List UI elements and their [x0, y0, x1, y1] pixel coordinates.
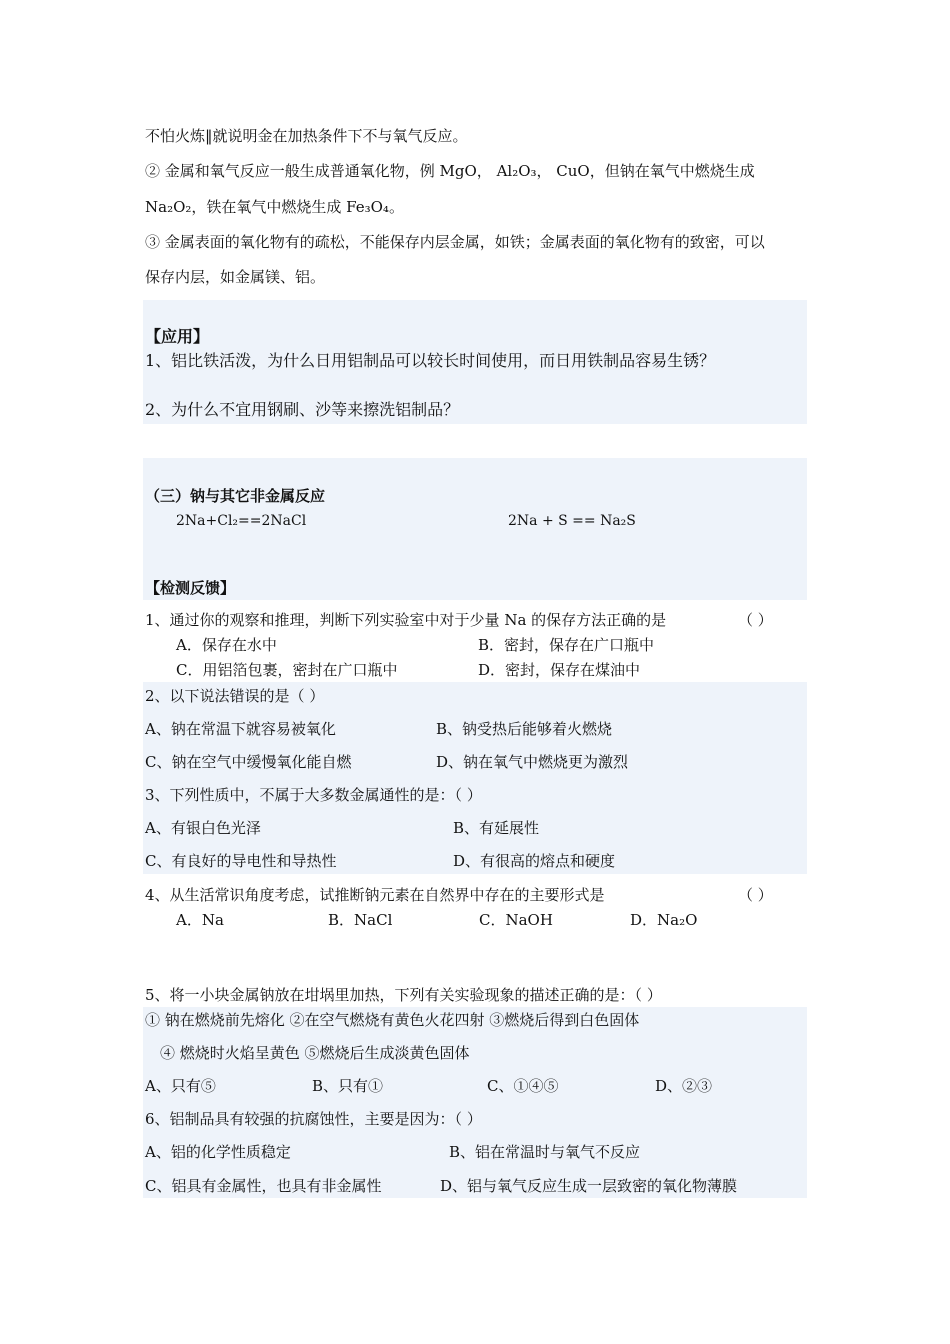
q2-option-c: C、钠在空气中缓慢氧化能自燃 [145, 753, 352, 771]
q2-option-d: D、钠在氧气中燃烧更为激烈 [436, 753, 629, 771]
q3-option-b: B、有延展性 [453, 819, 540, 837]
q6-stem: 6、铝制品具有较强的抗腐蚀性，主要是因为：（ ） [145, 1110, 482, 1128]
q6-option-b: B、铝在常温时与氧气不反应 [449, 1143, 641, 1161]
application-question-1: 1、铝比铁活泼，为什么日用铝制品可以较长时间使用，而日用铁制品容易生锈？ [145, 351, 716, 370]
q4-option-b: B．NaCl [328, 911, 393, 929]
q5-option-d: D、②③ [655, 1077, 713, 1095]
section3-heading: （三）钠与其它非金属反应 [145, 487, 326, 505]
q4-stem: 4、从生活常识角度考虑，试推断钠元素在自然界中存在的主要形式是 [145, 886, 605, 904]
equation-na-s: 2Na + S == Na₂S [508, 513, 636, 529]
q4-answer-paren: （ ） [738, 886, 773, 904]
intro-line-5: 保存内层，如金属镁、铝。 [145, 268, 326, 286]
q2-stem: 2、以下说法错误的是（ ） [145, 687, 325, 705]
q1-option-a: A．保存在水中 [176, 636, 277, 654]
intro-line-4: ③ 金属表面的氧化物有的疏松，不能保存内层金属，如铁；金属表面的氧化物有的致密，可以 [145, 233, 765, 251]
equation-na-cl: 2Na+Cl₂==2NaCl [176, 513, 307, 529]
q5-option-a: A、只有⑤ [145, 1077, 216, 1095]
q5-option-c: C、①④⑤ [487, 1077, 559, 1095]
q5-stem: 5、将一小块金属钠放在坩埚里加热，下列有关实验现象的描述正确的是：（ ） [145, 986, 662, 1004]
q1-option-c: C．用铝箔包裹，密封在广口瓶中 [176, 661, 398, 679]
application-question-2: 2、为什么不宜用钢刷、沙等来擦洗铝制品？ [145, 400, 460, 419]
q1-option-b: B．密封，保存在广口瓶中 [478, 636, 655, 654]
q6-option-c: C、铝具有金属性，也具有非金属性 [145, 1177, 382, 1195]
q5-observations-1: ① 钠在燃烧前先熔化 ②在空气燃烧有黄色火花四射 ③燃烧后得到白色固体 [145, 1011, 640, 1029]
intro-line-3: Na₂O₂，铁在氧气中燃烧生成 Fe₃O₄。 [145, 198, 404, 216]
q3-option-d: D、有很高的熔点和硬度 [453, 852, 616, 870]
feedback-heading: 【检测反馈】 [145, 579, 236, 597]
q2-option-a: A、钠在常温下就容易被氧化 [145, 720, 336, 738]
q1-option-d: D．密封，保存在煤油中 [478, 661, 641, 679]
q2-option-b: B、钠受热后能够着火燃烧 [436, 720, 613, 738]
q4-option-c: C．NaOH [479, 911, 553, 929]
q4-option-d: D．Na₂O [630, 911, 698, 929]
q1-answer-paren: （ ） [738, 611, 773, 629]
q3-option-c: C、有良好的导电性和导热性 [145, 852, 337, 870]
intro-line-2: ② 金属和氧气反应一般生成普通氧化物，例 MgO， Al₂O₃， CuO，但钠在氧气中燃烧生成 [145, 162, 755, 180]
q6-option-a: A、铝的化学性质稳定 [145, 1143, 291, 1161]
q1-stem: 1、通过你的观察和推理，判断下列实验室中对于少量 Na 的保存方法正确的是 [145, 611, 667, 629]
intro-line-1: 不怕火炼‖就说明金在加热条件下不与氧气反应。 [145, 127, 468, 145]
q3-option-a: A、有银白色光泽 [145, 819, 261, 837]
q5-observations-2: ④ 燃烧时火焰呈黄色 ⑤燃烧后生成淡黄色固体 [160, 1044, 470, 1062]
q5-q6-shade [143, 1007, 807, 1198]
q4-option-a: A．Na [176, 911, 224, 929]
q6-option-d: D、铝与氧气反应生成一层致密的氧化物薄膜 [440, 1177, 738, 1195]
q5-option-b: B、只有① [312, 1077, 384, 1095]
q2-q3-shade [143, 682, 807, 874]
q3-stem: 3、下列性质中，不属于大多数金属通性的是：（ ） [145, 786, 482, 804]
application-heading: 【应用】 [145, 327, 210, 346]
